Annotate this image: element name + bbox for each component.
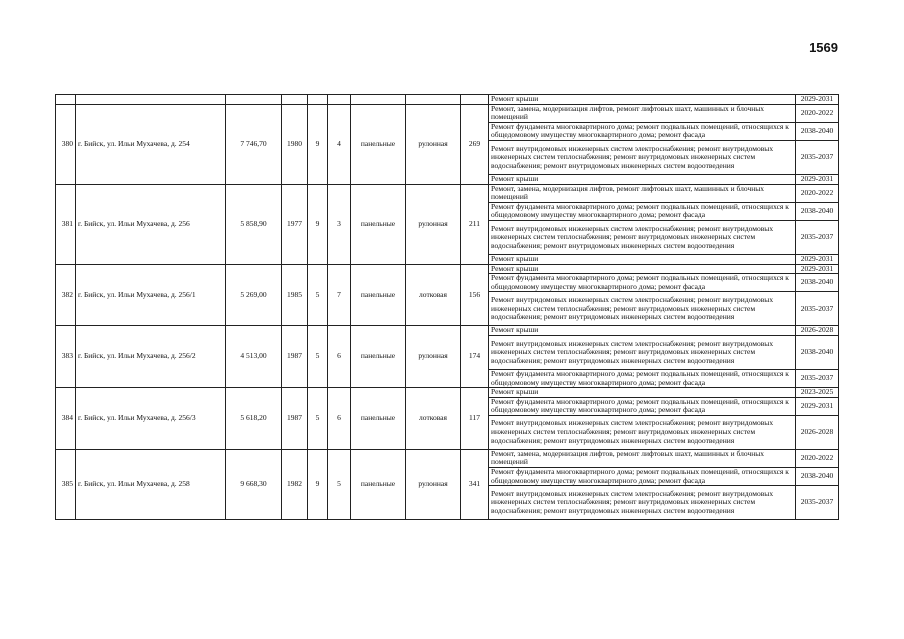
residents-count: 269 xyxy=(461,104,489,184)
building-address: г. Бийск, ул. Ильи Мухачева, д. 256/1 xyxy=(76,264,226,326)
building-floors: 5 xyxy=(308,326,328,388)
building-entrances: 7 xyxy=(328,264,351,326)
empty-cell xyxy=(328,95,351,105)
period-cell: 2038-2040 xyxy=(796,274,839,292)
building-area: 5 269,00 xyxy=(226,264,282,326)
period-cell: 2038-2040 xyxy=(796,335,839,369)
table-row xyxy=(56,449,839,467)
work-cell: Ремонт крыши xyxy=(489,326,796,336)
wall-material: панельные xyxy=(351,104,406,184)
work-cell: Ремонт фундамента многоквартирного дома; ремонт подвальных помещений, относящихся к общедомовому имуществу многоквартирного дома; ремонт фасада xyxy=(489,202,796,220)
period-cell: 2029-2031 xyxy=(796,264,839,274)
period-cell: 2029-2031 xyxy=(796,254,839,264)
roof-type: лотковая xyxy=(406,264,461,326)
building-number: 383 xyxy=(56,326,76,388)
period-cell: 2029-2031 xyxy=(796,397,839,415)
work-cell: Ремонт внутридомовых инженерных систем электроснабжения; ремонт внутридомовых инженерных систем теплоснабжения; ремонт внутридомовых инженерных систем водоснабжения; ремонт внутридомовых инженерных систем водоотведения xyxy=(489,220,796,254)
building-year: 1987 xyxy=(282,388,308,450)
roof-type: рулонная xyxy=(406,104,461,184)
period-cell: 2023-2025 xyxy=(796,388,839,398)
building-entrances: 6 xyxy=(328,388,351,450)
period-cell: 2038-2040 xyxy=(796,122,839,140)
roof-type: лотковая xyxy=(406,388,461,450)
empty-cell xyxy=(226,95,282,105)
building-year: 1980 xyxy=(282,104,308,184)
work-cell: Ремонт фундамента многоквартирного дома; ремонт подвальных помещений, относящихся к общедомовому имуществу многоквартирного дома; ремонт фасада xyxy=(489,274,796,292)
work-cell: Ремонт фундамента многоквартирного дома; ремонт подвальных помещений, относящихся к общедомовому имуществу многоквартирного дома; ремонт фасада xyxy=(489,369,796,387)
period-cell: 2038-2040 xyxy=(796,468,839,486)
work-cell: Ремонт, замена, модернизация лифтов, ремонт лифтовых шахт, машинных и блочных помещений xyxy=(489,449,796,467)
building-address: г. Бийск, ул. Ильи Мухачева, д. 256/2 xyxy=(76,326,226,388)
period-cell: 2020-2022 xyxy=(796,184,839,202)
period-cell: 2029-2031 xyxy=(796,174,839,184)
building-number: 381 xyxy=(56,184,76,264)
residents-count: 117 xyxy=(461,388,489,450)
building-year: 1987 xyxy=(282,326,308,388)
empty-cell xyxy=(461,95,489,105)
building-floors: 9 xyxy=(308,449,328,519)
period-cell: 2035-2037 xyxy=(796,292,839,326)
residents-count: 211 xyxy=(461,184,489,264)
period-cell: 2026-2028 xyxy=(796,415,839,449)
work-cell: Ремонт фундамента многоквартирного дома; ремонт подвальных помещений, относящихся к общедомовому имуществу многоквартирного дома; ремонт фасада xyxy=(489,397,796,415)
wall-material: панельные xyxy=(351,388,406,450)
empty-cell xyxy=(56,95,76,105)
wall-material: панельные xyxy=(351,326,406,388)
building-number: 382 xyxy=(56,264,76,326)
empty-cell xyxy=(308,95,328,105)
wall-material: панельные xyxy=(351,264,406,326)
work-cell: Ремонт внутридомовых инженерных систем электроснабжения; ремонт внутридомовых инженерных систем теплоснабжения; ремонт внутридомовых инженерных систем водоснабжения; ремонт внутридомовых инженерных систем водоотведения xyxy=(489,335,796,369)
period-cell: 2029-2031 xyxy=(796,95,839,105)
roof-type: рулонная xyxy=(406,326,461,388)
work-cell: Ремонт фундамента многоквартирного дома; ремонт подвальных помещений, относящихся к общедомовому имуществу многоквартирного дома; ремонт фасада xyxy=(489,468,796,486)
wall-material: панельные xyxy=(351,184,406,264)
wall-material: панельные xyxy=(351,449,406,519)
period-cell: 2020-2022 xyxy=(796,449,839,467)
work-cell: Ремонт крыши xyxy=(489,388,796,398)
building-year: 1985 xyxy=(282,264,308,326)
table-row xyxy=(56,184,839,202)
period-cell: 2035-2037 xyxy=(796,486,839,520)
building-floors: 9 xyxy=(308,104,328,184)
carry-over-row xyxy=(56,95,839,105)
building-floors: 9 xyxy=(308,184,328,264)
building-area: 5 618,20 xyxy=(226,388,282,450)
housing-register-table xyxy=(55,94,839,520)
residents-count: 341 xyxy=(461,449,489,519)
work-cell: Ремонт крыши xyxy=(489,174,796,184)
period-cell: 2035-2037 xyxy=(796,140,839,174)
building-number: 385 xyxy=(56,449,76,519)
empty-cell xyxy=(76,95,226,105)
period-cell: 2035-2037 xyxy=(796,369,839,387)
building-entrances: 3 xyxy=(328,184,351,264)
empty-cell xyxy=(406,95,461,105)
building-address: г. Бийск, ул. Ильи Мухачева, д. 256/3 xyxy=(76,388,226,450)
building-area: 4 513,00 xyxy=(226,326,282,388)
building-floors: 5 xyxy=(308,388,328,450)
table-row xyxy=(56,104,839,122)
residents-count: 156 xyxy=(461,264,489,326)
period-cell: 2026-2028 xyxy=(796,326,839,336)
work-cell: Ремонт, замена, модернизация лифтов, ремонт лифтовых шахт, машинных и блочных помещений xyxy=(489,104,796,122)
building-area: 7 746,70 xyxy=(226,104,282,184)
roof-type: рулонная xyxy=(406,184,461,264)
building-entrances: 5 xyxy=(328,449,351,519)
work-cell: Ремонт фундамента многоквартирного дома; ремонт подвальных помещений, относящихся к общедомовому имуществу многоквартирного дома; ремонт фасада xyxy=(489,122,796,140)
work-cell: Ремонт внутридомовых инженерных систем электроснабжения; ремонт внутридомовых инженерных систем теплоснабжения; ремонт внутридомовых инженерных систем водоснабжения; ремонт внутридомовых инженерных систем водоотведения xyxy=(489,415,796,449)
period-cell: 2020-2022 xyxy=(796,104,839,122)
table-row xyxy=(56,264,839,274)
work-cell: Ремонт крыши xyxy=(489,264,796,274)
page-number: 1569 xyxy=(809,40,838,55)
work-cell: Ремонт, замена, модернизация лифтов, ремонт лифтовых шахт, машинных и блочных помещений xyxy=(489,184,796,202)
roof-type: рулонная xyxy=(406,449,461,519)
building-address: г. Бийск, ул. Ильи Мухачева, д. 256 xyxy=(76,184,226,264)
residents-count: 174 xyxy=(461,326,489,388)
building-number: 384 xyxy=(56,388,76,450)
period-cell: 2035-2037 xyxy=(796,220,839,254)
building-address: г. Бийск, ул. Ильи Мухачева, д. 254 xyxy=(76,104,226,184)
building-floors: 5 xyxy=(308,264,328,326)
period-cell: 2038-2040 xyxy=(796,202,839,220)
building-address: г. Бийск, ул. Ильи Мухачева, д. 258 xyxy=(76,449,226,519)
building-area: 5 858,90 xyxy=(226,184,282,264)
building-year: 1982 xyxy=(282,449,308,519)
empty-cell xyxy=(282,95,308,105)
work-cell: Ремонт внутридомовых инженерных систем электроснабжения; ремонт внутридомовых инженерных систем теплоснабжения; ремонт внутридомовых инженерных систем водоснабжения; ремонт внутридомовых инженерных систем водоотведения xyxy=(489,486,796,520)
work-cell: Ремонт крыши xyxy=(489,95,796,105)
work-cell: Ремонт внутридомовых инженерных систем электроснабжения; ремонт внутридомовых инженерных систем теплоснабжения; ремонт внутридомовых инженерных систем водоснабжения; ремонт внутридомовых инженерных систем водоотведения xyxy=(489,140,796,174)
table-row xyxy=(56,326,839,336)
register-body xyxy=(56,95,839,520)
work-cell: Ремонт крыши xyxy=(489,254,796,264)
building-area: 9 668,30 xyxy=(226,449,282,519)
building-entrances: 6 xyxy=(328,326,351,388)
building-year: 1977 xyxy=(282,184,308,264)
building-entrances: 4 xyxy=(328,104,351,184)
table-row xyxy=(56,388,839,398)
work-cell: Ремонт внутридомовых инженерных систем электроснабжения; ремонт внутридомовых инженерных систем теплоснабжения; ремонт внутридомовых инженерных систем водоснабжения; ремонт внутридомовых инженерных систем водоотведения xyxy=(489,292,796,326)
empty-cell xyxy=(351,95,406,105)
building-number: 380 xyxy=(56,104,76,184)
